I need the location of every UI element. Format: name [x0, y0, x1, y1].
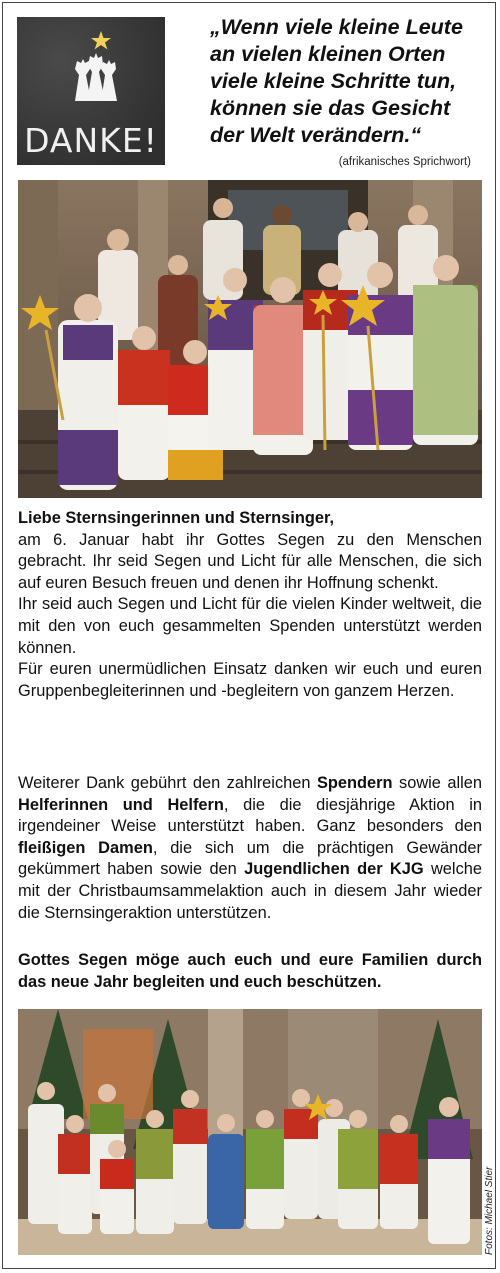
thanks-text: sowie allen	[392, 774, 482, 792]
letter-paragraph: Ihr seid auch Segen und Licht für die vielen Kinder weltweit, die mit den von euch gesammelten Spenden unterstützt werden können.	[18, 595, 482, 657]
danke-logo	[17, 17, 165, 165]
thanks-highlight: fleißigen Damen	[18, 838, 153, 857]
quote-line: können sie das Gesicht	[210, 96, 451, 120]
thanks-highlight: Helferinnen und Helfern	[18, 795, 224, 814]
quote-line: „Wenn viele kleine Leute	[210, 15, 463, 39]
thanks-text: Weiterer Dank gebührt den zahlreichen	[18, 774, 317, 792]
logo-word: DANKE!	[24, 121, 158, 160]
quote-line: an vielen kleinen Orten	[210, 42, 446, 66]
thanks-text: , die sich um die prächtigen Gewänder gekümmert haben sowie den	[18, 838, 482, 879]
photo-credit: Fotos: Michael Stier	[484, 1166, 495, 1255]
blessing-text: Gottes Segen möge auch euch und eure Familien durch das neue Jahr begleiten und euch beschützen.	[18, 951, 482, 991]
thanks-text: , die die diesjährige Aktion in irgendeiner Weise unterstützt haben. Ganz besonders den	[18, 795, 483, 836]
quote-line: viele kleine Schritte tun,	[210, 69, 457, 93]
blessing-paragraph	[18, 950, 482, 993]
group-photo-church-entrance	[18, 180, 482, 498]
thanks-paragraph	[18, 773, 482, 924]
letter-greeting: Liebe Sternsingerinnen und Sternsinger,	[18, 509, 335, 527]
thanks-highlight: Jugendlichen der KJG	[244, 860, 424, 879]
quote-source: (afrikanisches Sprichwort)	[338, 156, 471, 168]
thanks-highlight: Spendern	[316, 774, 393, 792]
quote	[210, 14, 490, 149]
letter-paragraph: am 6. Januar habt ihr Gottes Segen zu den Menschen gebracht. Ihr seid Segen und Licht für alle Menschen, die sich auf euren Besuch freuen und denen ihr Hoffnung schenkt.	[18, 530, 482, 592]
letter-paragraph: Für euren unermüdlichen Einsatz danken wir euch und euren Gruppenbegleiterinnen und -begleitern von ganzem Herzen.	[18, 660, 482, 700]
letter-body	[18, 508, 482, 702]
quote-line: der Welt verändern.“	[210, 123, 422, 147]
group-photo-church-interior	[18, 1009, 482, 1255]
thanks-text: welche mit der Christbaumsammelaktion auch in diesem Jahr wieder die Sternsingeraktion unterstützen.	[18, 860, 482, 922]
